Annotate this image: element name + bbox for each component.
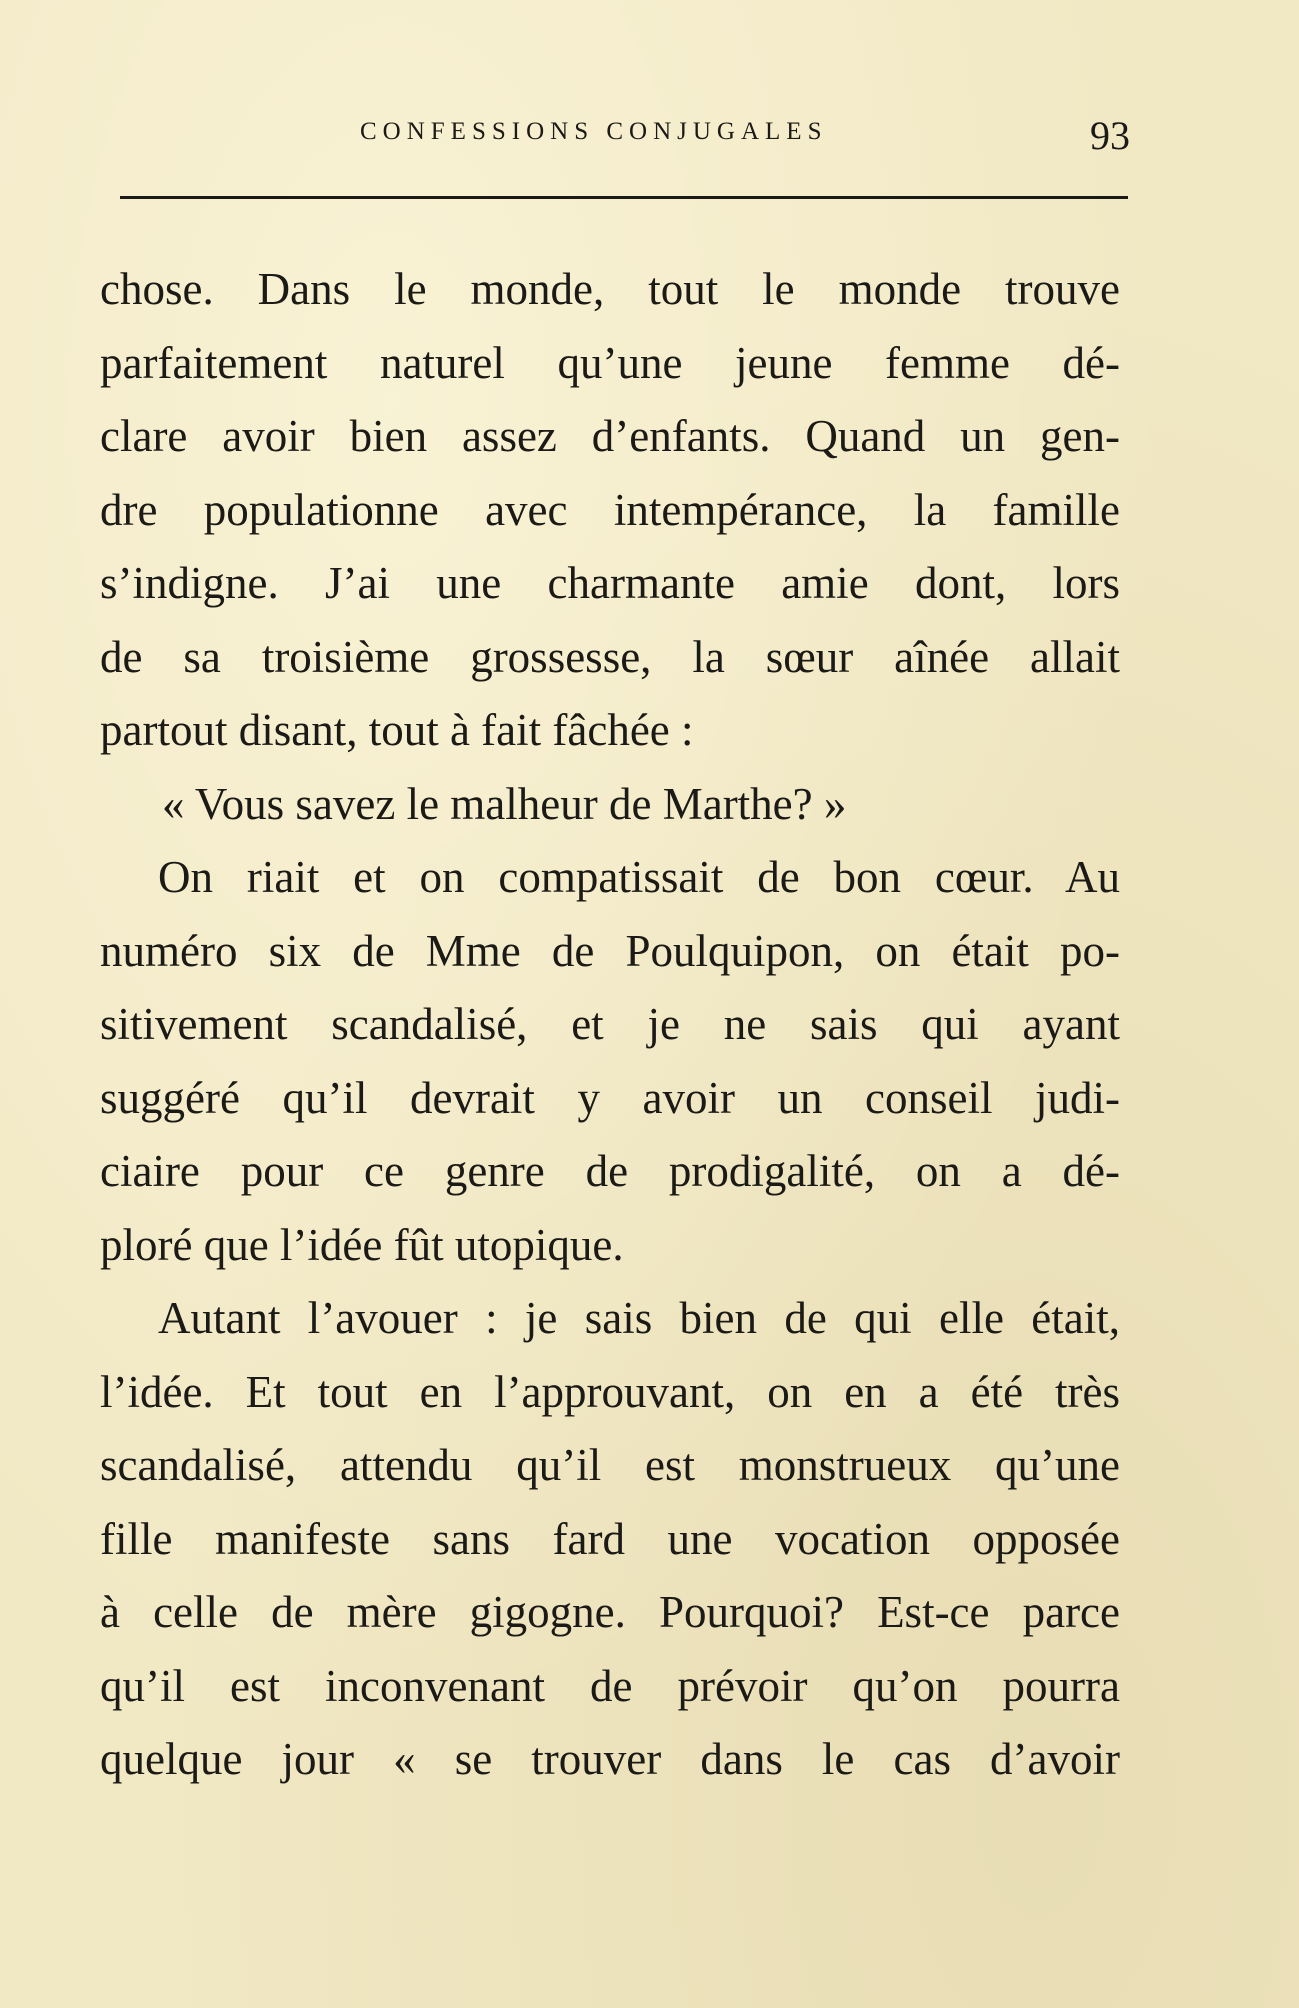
page-header bbox=[120, 113, 1130, 178]
text-line: numéro six de Mme de Poulquipon, on était po- bbox=[100, 925, 1120, 976]
quotation-line: « Vous savez le malheur de Marthe? » bbox=[162, 778, 847, 829]
text-line: chose. Dans le monde, tout le monde trouve bbox=[100, 264, 1120, 314]
text-line: parfaitement naturel qu’une jeune femme dé- bbox=[100, 337, 1120, 388]
text-line: dre populationne avec intempérance, la famille bbox=[100, 484, 1120, 535]
text-line: Autant l’avouer : je sais bien de qui elle était, bbox=[158, 1293, 1120, 1343]
page-number: 93 bbox=[1090, 113, 1130, 158]
text-line: scandalisé, attendu qu’il est monstrueux qu’une bbox=[100, 1440, 1120, 1490]
text-line: clare avoir bien assez d’enfants. Quand un gen- bbox=[100, 411, 1120, 461]
text-line: partout disant, tout à fait fâchée : bbox=[100, 705, 694, 755]
text-line: sitivement scandalisé, et je ne sais qui ayant bbox=[100, 999, 1120, 1049]
text-line: qu’il est inconvenant de prévoir qu’on pourra bbox=[100, 1660, 1120, 1711]
text-line: suggéré qu’il devrait y avoir un conseil judi- bbox=[100, 1072, 1120, 1123]
text-line: ploré que l’idée fût utopique. bbox=[100, 1219, 624, 1270]
header-rule bbox=[120, 196, 1128, 199]
text-line: ciaire pour ce genre de prodigalité, on a dé- bbox=[100, 1146, 1120, 1196]
text-line: à celle de mère gigogne. Pourquoi? Est-ce parce bbox=[100, 1587, 1120, 1637]
text-line: s’indigne. J’ai une charmante amie dont, lors bbox=[100, 558, 1120, 608]
body-text bbox=[100, 253, 1120, 1797]
text-line: fille manifeste sans fard une vocation opposée bbox=[100, 1513, 1120, 1564]
text-line: de sa troisième grossesse, la sœur aînée allait bbox=[100, 631, 1120, 682]
text-line: quelque jour « se trouver dans le cas d’avoir bbox=[100, 1734, 1120, 1784]
text-line: On riait et on compatissait de bon cœur. Au bbox=[158, 852, 1120, 902]
running-title: CONFESSIONS CONJUGALES bbox=[360, 118, 828, 145]
text-line: l’idée. Et tout en l’approuvant, on en a été très bbox=[100, 1366, 1120, 1417]
